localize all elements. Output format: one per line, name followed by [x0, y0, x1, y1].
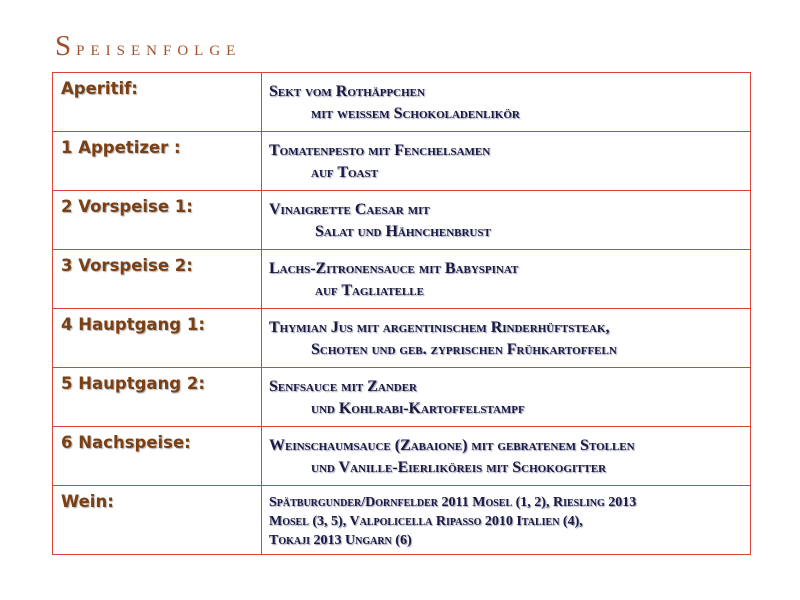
course-label: Aperitif: — [53, 73, 262, 132]
wine-line: Spätburgunder/Dornfelder 2011 Mosel (1, 2), Riesling 2013 — [269, 495, 637, 510]
wine-line: Tokaji 2013 Ungarn (6) — [269, 533, 412, 548]
course-row — [53, 132, 751, 191]
course-row — [53, 250, 751, 309]
menu-title-rest: peisenfolge — [76, 35, 242, 60]
menu-table — [52, 72, 751, 555]
dish-line-1: Weinschaumsauce (Zabaione) mit gebratenem Stollen — [269, 437, 635, 454]
dish-line-1: Sekt vom Rothäppchen — [269, 83, 425, 100]
wine-line: Mosel (3, 5), Valpolicella Ripasso 2010 Italien (4), — [269, 514, 583, 529]
dish-line-2: Salat und Hähnchenbrust — [315, 223, 491, 240]
course-row — [53, 368, 751, 427]
course-dish — [262, 309, 751, 368]
course-row — [53, 73, 751, 132]
course-label: 4 Hauptgang 1: — [53, 309, 262, 368]
course-row — [53, 309, 751, 368]
course-dish — [262, 191, 751, 250]
course-dish — [262, 427, 751, 486]
menu-title-initial: S — [55, 30, 77, 62]
course-label: 6 Nachspeise: — [53, 427, 262, 486]
menu-title — [55, 30, 241, 63]
course-label: 1 Appetizer : — [53, 132, 262, 191]
course-label: 5 Hauptgang 2: — [53, 368, 262, 427]
dish-line-2: und Kohlrabi-Kartoffelstampf — [311, 400, 525, 417]
course-label: 2 Vorspeise 1: — [53, 191, 262, 250]
course-dish — [262, 132, 751, 191]
course-label: 3 Vorspeise 2: — [53, 250, 262, 309]
course-row — [53, 427, 751, 486]
wine-label: Wein: — [53, 486, 262, 555]
dish-line-2: und Vanille-Eierlikörеis mit Schokogitter — [311, 459, 607, 476]
dish-line-2: auf Toast — [311, 164, 378, 181]
dish-line-1: Tomatenpesto mit Fenchelsamen — [269, 142, 491, 159]
dish-line-1: Senfsauce mit Zander — [269, 378, 417, 395]
dish-line-1: Vinaigrette Caesar mit — [269, 201, 430, 218]
dish-line-2: Schoten und geb. zyprischen Frühkartoffeln — [311, 341, 617, 358]
dish-line-2: auf Tagliatelle — [315, 282, 424, 299]
course-row — [53, 191, 751, 250]
wine-list — [262, 486, 751, 555]
course-dish — [262, 73, 751, 132]
course-dish — [262, 250, 751, 309]
dish-line-1: Lachs-Zitronensauce mit Babyspinat — [269, 260, 519, 277]
dish-line-2: mit weißem Schokoladenlikör — [311, 105, 520, 122]
dish-line-1: Thymian Jus mit argentinischem Rinderhüftsteak, — [269, 319, 610, 336]
wine-row — [53, 486, 751, 555]
course-dish — [262, 368, 751, 427]
